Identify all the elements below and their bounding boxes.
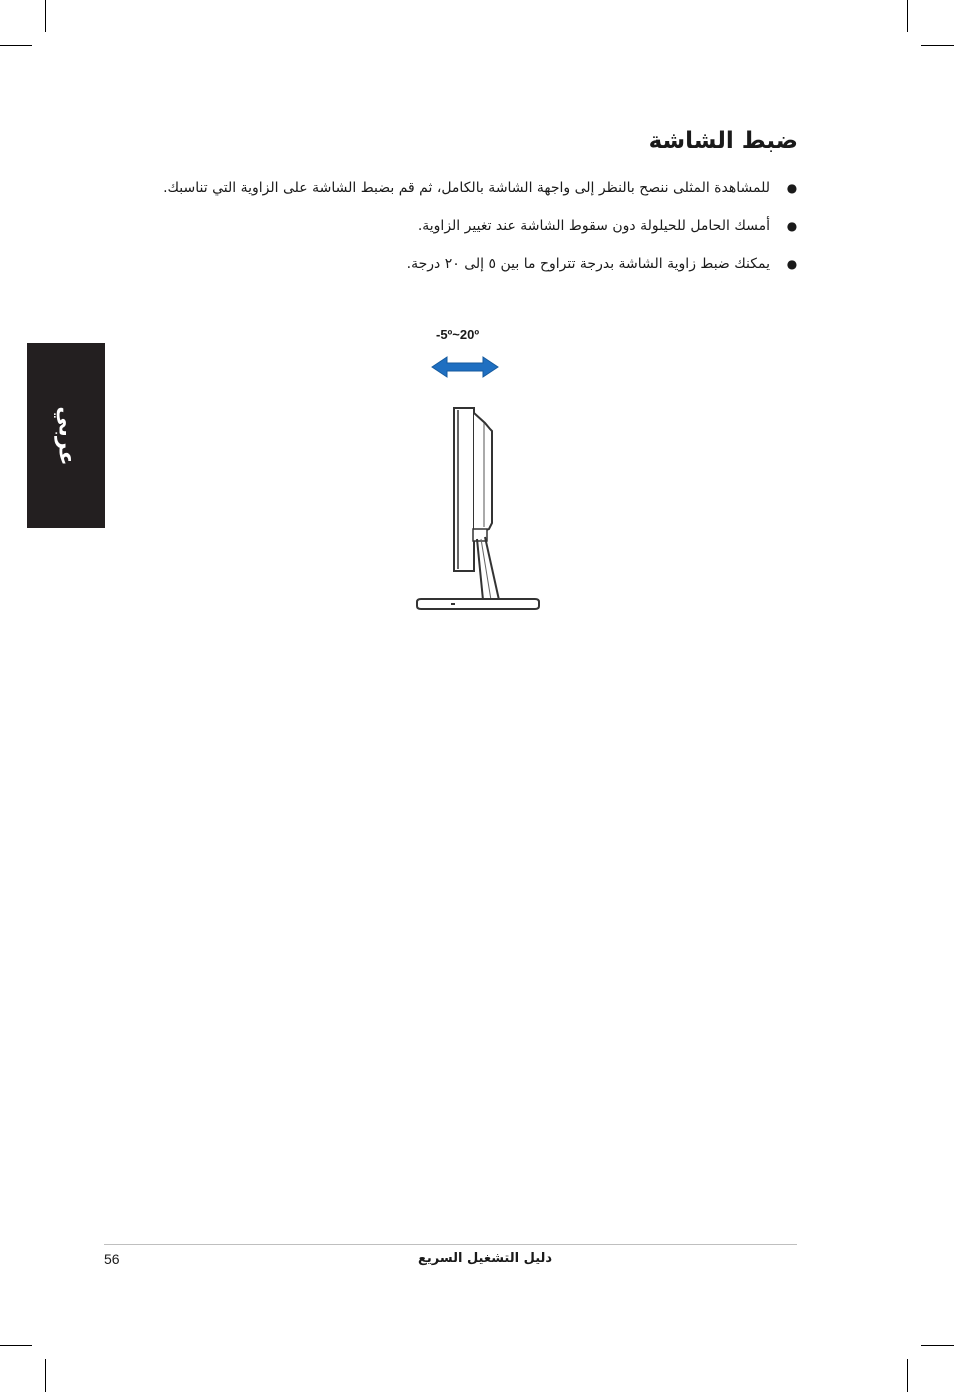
crop-mark (907, 0, 908, 32)
language-side-tab-label: عربي (53, 405, 79, 466)
list-item-text: يمكنك ضبط زاوية الشاشة بدرجة تتراوح ما بين ٥ إلى ٢٠ درجة. (406, 256, 770, 272)
crop-mark (0, 45, 32, 46)
crop-mark (45, 1359, 46, 1392)
section-title: ضبط الشاشة (648, 128, 798, 154)
crop-mark (921, 45, 954, 46)
bullet-icon: ● (786, 257, 798, 271)
list-item (118, 214, 798, 252)
tilt-angle-label: -5º~20º (436, 327, 480, 342)
footer-divider (104, 1244, 797, 1245)
crop-mark (0, 1345, 32, 1346)
page-number: 56 (104, 1251, 120, 1267)
crop-mark (921, 1345, 954, 1346)
instruction-list (118, 176, 798, 290)
crop-mark (45, 0, 46, 32)
bullet-icon: ● (786, 181, 798, 195)
tilt-figure (405, 323, 555, 643)
footer-title: دليل التشغيل السريع (418, 1251, 553, 1266)
list-item (118, 252, 798, 290)
list-item (118, 176, 798, 214)
crop-mark (907, 1359, 908, 1392)
language-side-tab (27, 343, 105, 528)
list-item-text: للمشاهدة المثلى ننصح بالنظر إلى واجهة الشاشة بالكامل، ثم قم بضبط الشاشة على الزاوية التي تناسبك. (163, 180, 770, 196)
bullet-icon: ● (786, 219, 798, 233)
list-item-text: أمسك الحامل للحيلولة دون سقوط الشاشة عند تغيير الزاوية. (417, 218, 770, 234)
monitor-side-view-icon (405, 383, 555, 643)
